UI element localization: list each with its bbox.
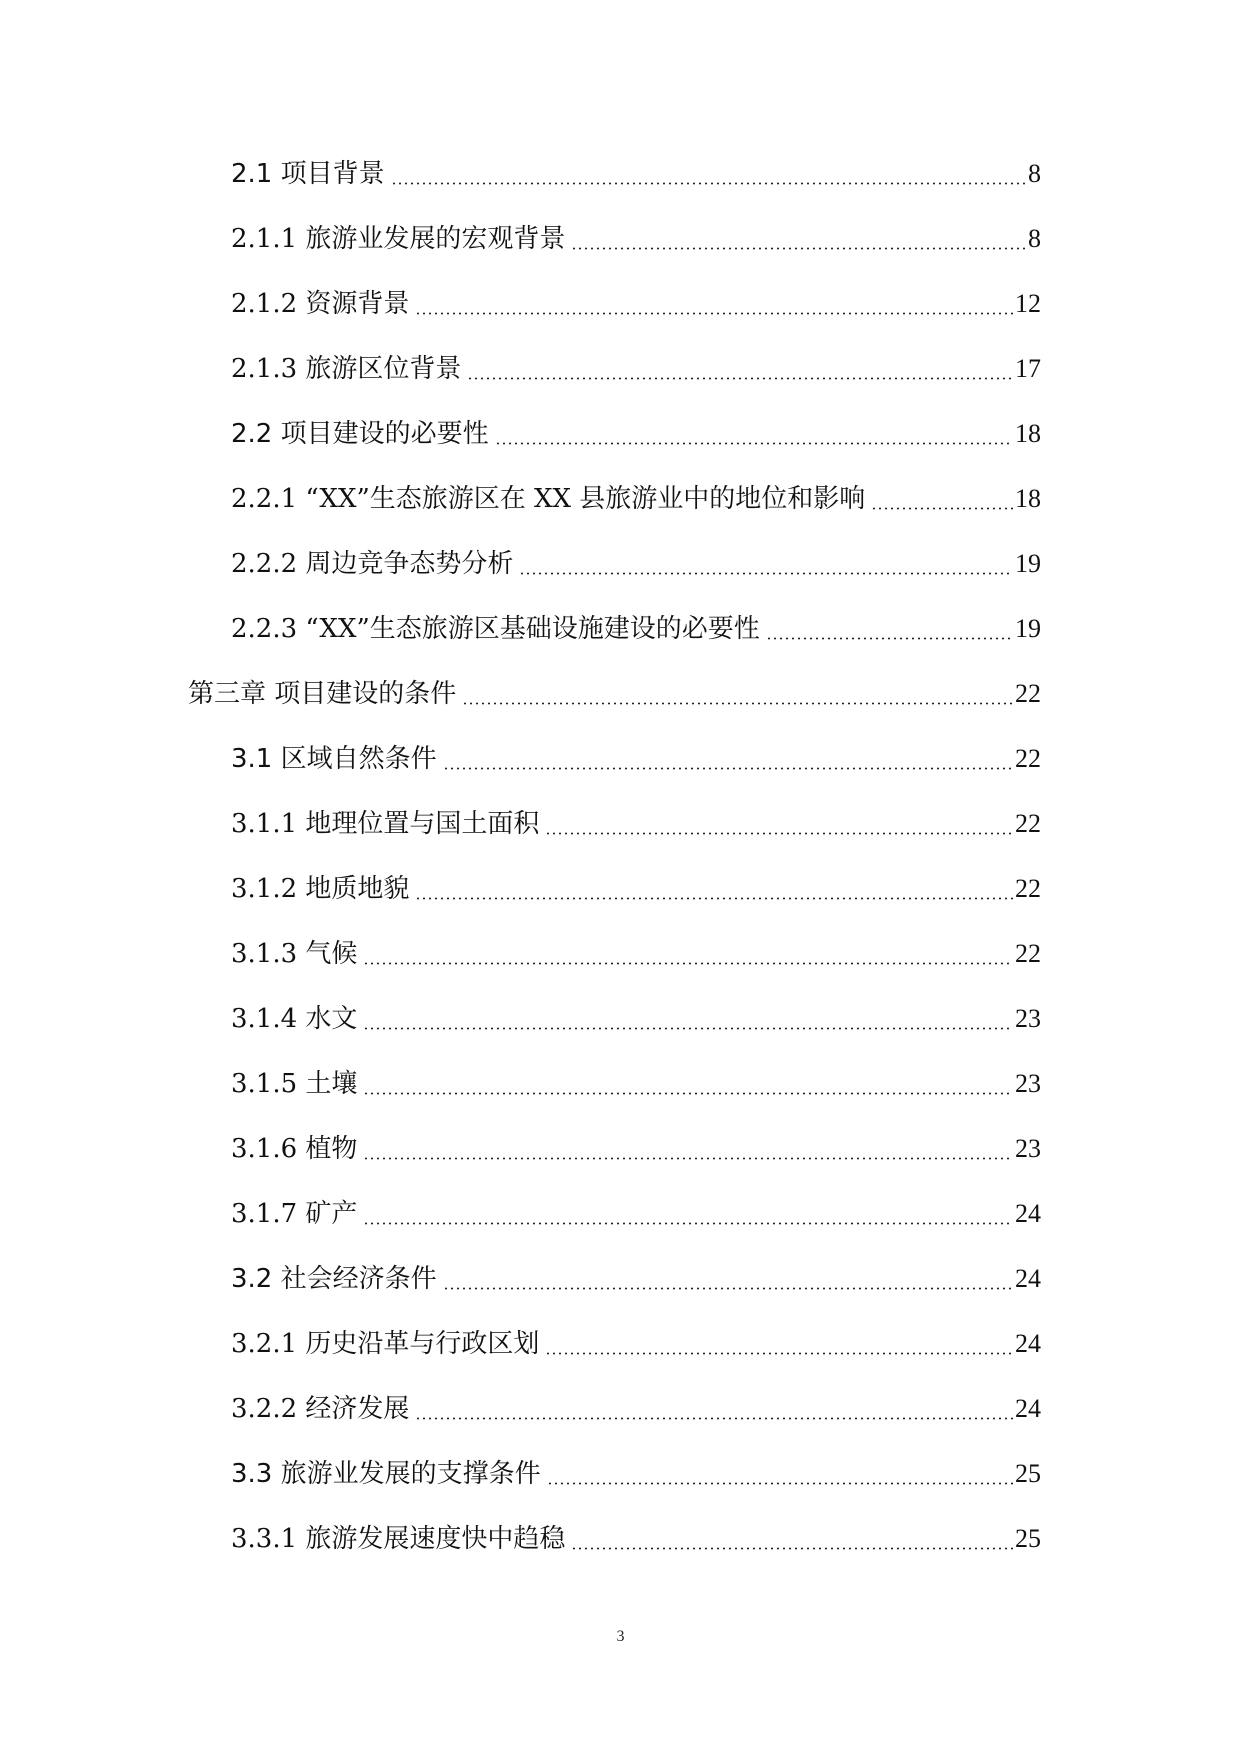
toc-entry-page-number: 19 xyxy=(1015,614,1041,643)
toc-entry-title: 3.2.1 历史沿革与行政区划 xyxy=(231,1329,540,1359)
toc-entry-page-number: 25 xyxy=(1015,1524,1041,1553)
dot-leader xyxy=(571,1547,1013,1550)
toc-entry-section[interactable] xyxy=(0,742,1241,807)
toc-entry-title: 3.1.5 土壤 xyxy=(231,1069,358,1099)
toc-entry-subsection[interactable] xyxy=(0,222,1241,287)
toc-entry-page-number: 18 xyxy=(1015,419,1041,448)
toc-entry-title: 2.1.2 资源背景 xyxy=(231,289,410,319)
dot-leader xyxy=(391,182,1026,185)
toc-entry-section[interactable] xyxy=(0,1262,1241,1327)
dot-leader xyxy=(363,1092,1013,1095)
toc-entry-page-number: 23 xyxy=(1015,1069,1041,1098)
toc-entry-title: 3.1.4 水文 xyxy=(231,1004,358,1034)
toc-entry-page-number: 22 xyxy=(1015,939,1041,968)
toc-entry-page-number: 22 xyxy=(1015,679,1041,708)
toc-entry-title: 3.3.1 旅游发展速度快中趋稳 xyxy=(231,1524,566,1554)
dot-leader xyxy=(462,702,1013,705)
toc-entry-subsection[interactable] xyxy=(0,872,1241,937)
toc-entry-title: 2.2.2 周边竞争态势分析 xyxy=(231,549,514,579)
toc-entry-title: 3.1.6 植物 xyxy=(231,1134,358,1164)
toc-entry-title: 3.2 社会经济条件 xyxy=(231,1264,437,1294)
dot-leader xyxy=(363,1027,1013,1030)
toc-entry-title: 2.2.3 “XX”生态旅游区基础设施建设的必要性 xyxy=(231,614,760,644)
toc-entry-page-number: 25 xyxy=(1015,1459,1041,1488)
dot-leader xyxy=(415,897,1013,900)
toc-entry-title: 3.3 旅游业发展的支撑条件 xyxy=(231,1459,541,1489)
toc-entry-page-number: 24 xyxy=(1015,1199,1041,1228)
toc-entry-subsection[interactable] xyxy=(0,807,1241,872)
toc-entry-title: 3.1.2 地质地貌 xyxy=(231,874,410,904)
toc-entry-title: 3.1.7 矿产 xyxy=(231,1199,358,1229)
toc-entry-subsection[interactable] xyxy=(0,1392,1241,1457)
toc-entry-subsection[interactable] xyxy=(0,482,1241,547)
dot-leader xyxy=(443,1287,1013,1290)
dot-leader xyxy=(415,1417,1013,1420)
toc-entry-subsection[interactable] xyxy=(0,1197,1241,1262)
dot-leader xyxy=(363,1222,1013,1225)
dot-leader xyxy=(363,962,1013,965)
toc-entry-page-number: 19 xyxy=(1015,549,1041,578)
toc-entry-subsection[interactable] xyxy=(0,1067,1241,1132)
toc-entry-section[interactable] xyxy=(0,417,1241,482)
toc-entry-subsection[interactable] xyxy=(0,1522,1241,1587)
toc-entry-page-number: 8 xyxy=(1028,159,1041,188)
toc-entry-section[interactable] xyxy=(0,157,1241,222)
toc-entry-page-number: 22 xyxy=(1015,874,1041,903)
dot-leader xyxy=(415,312,1013,315)
toc-entry-subsection[interactable] xyxy=(0,1327,1241,1392)
toc-entry-subsection[interactable] xyxy=(0,937,1241,1002)
toc-entry-page-number: 18 xyxy=(1015,484,1041,513)
toc-entry-page-number: 22 xyxy=(1015,744,1041,773)
toc-entry-title: 3.1.1 地理位置与国土面积 xyxy=(231,809,540,839)
dot-leader xyxy=(443,767,1013,770)
toc-entry-title: 3.1.3 气候 xyxy=(231,939,358,969)
dot-leader xyxy=(519,572,1013,575)
toc-entry-title: 第三章 项目建设的条件 xyxy=(188,679,457,709)
dot-leader xyxy=(871,507,1013,510)
table-of-contents xyxy=(0,157,1241,1587)
toc-entry-subsection[interactable] xyxy=(0,612,1241,677)
toc-entry-subsection[interactable] xyxy=(0,547,1241,612)
toc-entry-title: 2.2.1 “XX”生态旅游区在 XX 县旅游业中的地位和影响 xyxy=(231,484,866,514)
toc-entry-page-number: 23 xyxy=(1015,1004,1041,1033)
toc-entry-chapter[interactable] xyxy=(0,677,1241,742)
toc-entry-page-number: 23 xyxy=(1015,1134,1041,1163)
toc-entry-page-number: 17 xyxy=(1015,354,1041,383)
toc-entry-title: 2.1.1 旅游业发展的宏观背景 xyxy=(231,224,566,254)
dot-leader xyxy=(545,832,1013,835)
toc-entry-subsection[interactable] xyxy=(0,1132,1241,1197)
dot-leader xyxy=(363,1157,1013,1160)
toc-entry-title: 2.2 项目建设的必要性 xyxy=(231,419,489,449)
toc-entry-title: 2.1.3 旅游区位背景 xyxy=(231,354,462,384)
dot-leader xyxy=(545,1352,1013,1355)
toc-entry-section[interactable] xyxy=(0,1457,1241,1522)
dot-leader xyxy=(495,442,1013,445)
toc-entry-subsection[interactable] xyxy=(0,287,1241,352)
dot-leader xyxy=(467,377,1013,380)
page-number: 3 xyxy=(616,1628,625,1645)
toc-entry-page-number: 24 xyxy=(1015,1329,1041,1358)
toc-entry-page-number: 12 xyxy=(1015,289,1041,318)
dot-leader xyxy=(766,637,1013,640)
toc-entry-page-number: 24 xyxy=(1015,1394,1041,1423)
toc-entry-page-number: 24 xyxy=(1015,1264,1041,1293)
toc-entry-title: 3.2.2 经济发展 xyxy=(231,1394,410,1424)
toc-entry-subsection[interactable] xyxy=(0,352,1241,417)
toc-entry-page-number: 22 xyxy=(1015,809,1041,838)
toc-entry-page-number: 8 xyxy=(1028,224,1041,253)
toc-entry-title: 3.1 区域自然条件 xyxy=(231,744,437,774)
toc-entry-subsection[interactable] xyxy=(0,1002,1241,1067)
toc-entry-title: 2.1 项目背景 xyxy=(231,159,385,189)
dot-leader xyxy=(547,1482,1013,1485)
dot-leader xyxy=(571,247,1026,250)
